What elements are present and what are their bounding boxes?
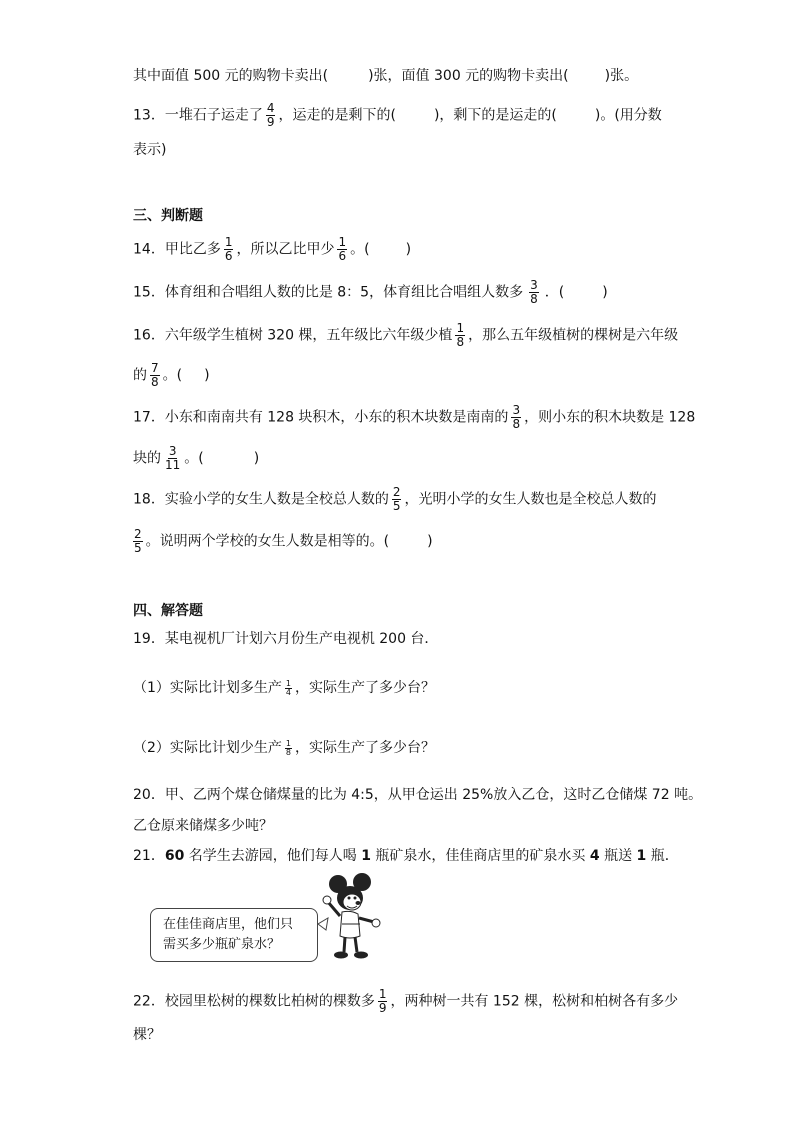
denominator: 4 (285, 687, 292, 697)
text: 表示) (133, 142, 167, 158)
fraction (455, 322, 465, 349)
denominator: 5 (392, 499, 401, 513)
text: ，则小东的积木块数是 128 (524, 409, 696, 426)
text: 瓶矿泉水，佳佳商店里的矿泉水买 (370, 848, 590, 864)
question-20-cont (133, 816, 273, 836)
question-14 (133, 236, 411, 263)
text: ，运走的是剩下的( (278, 107, 396, 124)
question-19 (133, 629, 438, 649)
text: ) (427, 533, 433, 550)
fraction (378, 988, 388, 1015)
fraction (392, 486, 402, 513)
numerator: 7 (151, 361, 159, 375)
speech-bubble (150, 908, 318, 962)
question-19-part1 (133, 678, 435, 698)
numerator: 1 (285, 678, 292, 688)
text: 17．小东和南南共有 128 块积木，小东的积木块数是南南的 (133, 409, 509, 426)
bubble-text: 需买多少瓶矿泉水？ (163, 937, 281, 952)
question-21 (133, 846, 679, 866)
numerator: 2 (392, 485, 401, 499)
text: 瓶送 (599, 848, 637, 864)
text: 18．实验小学的女生人数是全校总人数的 (133, 491, 389, 508)
question-13-cont (133, 140, 166, 160)
text: 15．体育组和合唱组人数的比是 8：5，体育组比合唱组人数多 (133, 284, 524, 301)
text: 1 (636, 848, 647, 864)
text: )张，面值 300 元的购物卡卖出( (368, 68, 569, 84)
fraction (266, 102, 276, 129)
denominator: 9 (266, 115, 275, 129)
text: 19．某电视机厂计划六月份生产电视机 200 台． (133, 631, 439, 647)
text: 名学生去游园，他们每人喝 (184, 848, 362, 864)
question-17-cont (133, 445, 259, 472)
text: 60 (164, 848, 185, 864)
denominator: 11 (165, 458, 181, 472)
denominator: 8 (530, 292, 538, 306)
denominator: 8 (512, 417, 521, 431)
text: 。( (184, 450, 204, 467)
text: ) (204, 367, 210, 384)
numerator: 2 (134, 527, 142, 541)
text: )。(用分数 (594, 107, 662, 124)
text: 瓶． (646, 848, 679, 864)
text: 21． (133, 848, 165, 864)
question-22 (133, 988, 678, 1015)
text: 1 (361, 848, 371, 864)
fraction (285, 680, 292, 697)
text: ，那么五年级植树的棵树是六年级 (468, 327, 679, 344)
question-15 (133, 279, 608, 306)
text: 14．甲比乙多 (133, 241, 221, 258)
text: ．( (544, 284, 565, 301)
denominator: 5 (134, 541, 142, 555)
text: ，所以乙比甲少 (236, 241, 335, 258)
fraction (224, 236, 234, 263)
text: 乙仓原来储煤多少吨？ (133, 818, 273, 834)
numerator: 1 (224, 235, 233, 249)
fraction (285, 740, 292, 757)
text: ) (405, 241, 412, 258)
denominator: 8 (151, 375, 159, 389)
text: （1）实际比计划多生产 (133, 680, 282, 696)
text: )张。 (604, 68, 639, 84)
question-16-cont (133, 362, 210, 389)
fraction (133, 528, 143, 555)
question-20 (133, 785, 702, 805)
numerator: 1 (456, 321, 465, 335)
question-18-cont (133, 528, 433, 555)
question-13 (133, 102, 662, 129)
text: 。( (350, 241, 370, 258)
numerator: 1 (378, 987, 387, 1001)
numerator: 3 (168, 444, 177, 458)
section-heading-judgement: 三、判断题 (133, 208, 203, 224)
denominator: 6 (338, 249, 347, 263)
text: （2）实际比计划少生产 (133, 740, 282, 756)
numerator: 1 (338, 235, 347, 249)
text: 13．一堆石子运走了 (133, 107, 263, 124)
q12-continuation (133, 66, 638, 86)
question-17 (133, 404, 695, 431)
mickey-mascot-icon (318, 872, 384, 962)
denominator: 6 (224, 249, 233, 263)
text: ，两种树一共有 152 棵，松树和柏树各有多少 (390, 993, 679, 1010)
numerator: 3 (530, 278, 538, 292)
text: 。说明两个学校的女生人数是相等的。( (145, 533, 390, 550)
fraction (511, 404, 521, 431)
fraction (337, 236, 347, 263)
text: ) (602, 284, 608, 301)
text: )，剩下的是运走的( (433, 107, 557, 124)
text: ) (253, 450, 260, 467)
text: 20．甲、乙两个煤仓储煤量的比为 4:5，从甲仓运出 25%放入乙仓，这时乙仓储煤 72 吨。 (133, 787, 703, 803)
numerator: 4 (266, 101, 275, 115)
question-19-part2 (133, 738, 435, 758)
text: 。( (162, 367, 183, 384)
question-18 (133, 486, 656, 513)
bubble-text: 在佳佳商店里，他们只 (163, 917, 294, 932)
numerator: 3 (512, 403, 521, 417)
fraction (529, 279, 539, 306)
denominator: 8 (456, 335, 465, 349)
text: ，实际生产了多少台？ (295, 680, 436, 696)
text: 的 (133, 367, 147, 384)
denominator: 8 (285, 747, 292, 757)
section-heading-answers: 四、解答题 (133, 603, 203, 619)
fraction (150, 362, 160, 389)
text: 4 (589, 848, 600, 864)
text: 块的 (133, 450, 161, 467)
text: 16．六年级学生植树 320 棵，五年级比六年级少植 (133, 327, 453, 344)
text: 其中面值 500 元的购物卡卖出( (133, 68, 329, 84)
text: 棵？ (133, 1027, 161, 1043)
numerator: 1 (285, 738, 292, 748)
fraction (164, 445, 181, 472)
question-22-cont (133, 1025, 161, 1045)
text: 22．校园里松树的棵数比柏树的棵数多 (133, 993, 375, 1010)
question-16 (133, 322, 678, 349)
text: ，实际生产了多少台？ (295, 740, 436, 756)
text: ，光明小学的女生人数也是全校总人数的 (404, 491, 657, 508)
denominator: 9 (378, 1001, 387, 1015)
